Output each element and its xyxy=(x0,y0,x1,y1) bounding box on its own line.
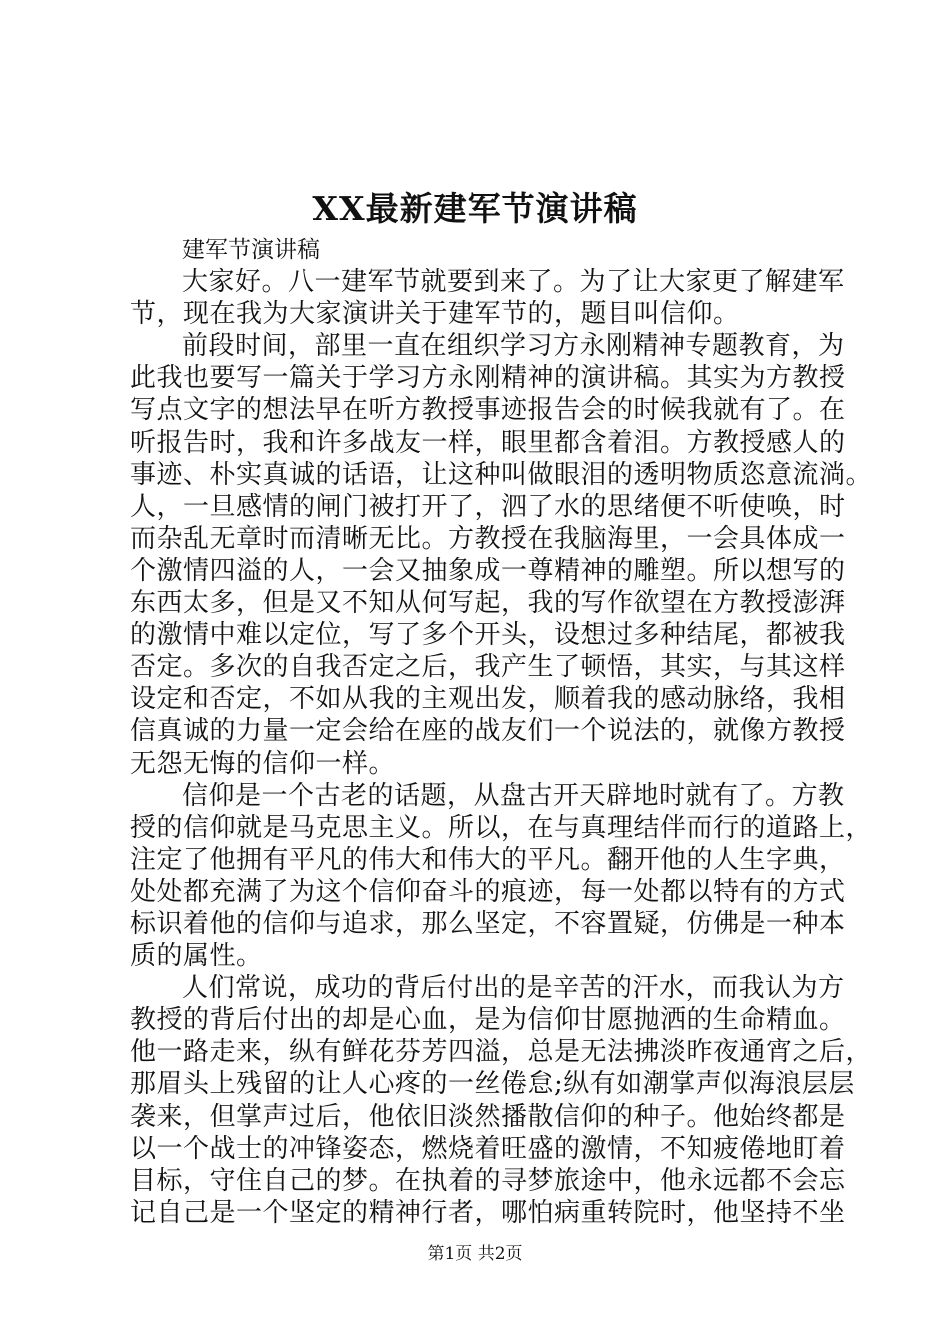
text-line: 大家好。八一建军节就要到来了。为了让大家更了解建军 xyxy=(182,267,845,298)
paragraph xyxy=(130,330,873,779)
text-line: 记自己是一个坚定的精神行者，哪怕病重转院时，他坚持不坐 xyxy=(130,1197,846,1228)
document-subtitle: 建军节演讲稿 xyxy=(182,237,320,263)
paragraph xyxy=(130,972,873,1229)
text-line: 而杂乱无章时而清晰无比。方教授在我脑海里，一会具体成一 xyxy=(130,523,846,554)
text-line: 那眉头上残留的让人心疼的一丝倦怠;纵有如潮掌声似海浪层层 xyxy=(130,1069,855,1100)
text-line: 袭来，但掌声过后，他依旧淡然播散信仰的种子。他始终都是 xyxy=(130,1101,846,1132)
text-line: 教授的背后付出的却是心血，是为信仰甘愿抛洒的生命精血。 xyxy=(130,1005,846,1036)
text-line: 质的属性。 xyxy=(130,941,263,972)
text-line: 目标，守住自己的梦。在执着的寻梦旅途中，他永远都不会忘 xyxy=(130,1165,846,1196)
paragraph xyxy=(130,780,873,973)
text-line: 无怨无悔的信仰一样。 xyxy=(130,748,396,779)
text-line: 节，现在我为大家演讲关于建军节的，题目叫信仰。 xyxy=(130,299,740,330)
text-line: 前段时间，部里一直在组织学习方永刚精神专题教育，为 xyxy=(182,331,845,362)
text-line: 东西太多，但是又不知从何写起，我的写作欲望在方教授澎湃 xyxy=(130,588,846,619)
text-line: 事迹、朴实真诚的话语，让这种叫做眼泪的透明物质恣意流淌。 xyxy=(130,459,873,490)
paragraph xyxy=(130,266,845,330)
text-line: 人，一旦感情的闸门被打开了，泗了水的思绪便不听使唤，时 xyxy=(130,491,846,522)
text-line: 听报告时，我和许多战友一样，眼里都含着泪。方教授感人的 xyxy=(130,427,846,458)
text-line: 授的信仰就是马克思主义。所以，在与真理结伴而行的道路上， xyxy=(130,812,873,843)
text-line: 处处都充满了为这个信仰奋斗的痕迹，每一处都以特有的方式 xyxy=(130,876,846,907)
page-footer: 第1页 共2页 xyxy=(427,1244,523,1264)
text-line: 人们常说，成功的背后付出的是辛苦的汗水，而我认为方 xyxy=(182,973,845,1004)
text-line: 写点文字的想法早在听方教授事迹报告会的时候我就有了。在 xyxy=(130,395,846,426)
text-line: 设定和否定，不如从我的主观出发，顺着我的感动脉络，我相 xyxy=(130,684,846,715)
text-line: 标识着他的信仰与追求，那么坚定，不容置疑，仿佛是一种本 xyxy=(130,908,846,939)
text-line: 信仰是一个古老的话题，从盘古开天辟地时就有了。方教 xyxy=(182,780,845,811)
text-line: 否定。多次的自我否定之后，我产生了顿悟，其实，与其这样 xyxy=(130,652,846,683)
text-line: 他一路走来，纵有鲜花芬芳四溢，总是无法拂淡昨夜通宵之后， xyxy=(130,1037,873,1068)
text-line: 以一个战士的冲锋姿态，燃烧着旺盛的激情，不知疲倦地盯着 xyxy=(130,1133,846,1164)
text-line: 个激情四溢的人，一会又抽象成一尊精神的雕塑。所以想写的 xyxy=(130,555,846,586)
text-line: 此我也要写一篇关于学习方永刚精神的演讲稿。其实为方教授 xyxy=(130,363,846,394)
text-line: 的激情中难以定位，写了多个开头，设想过多种结尾，都被我 xyxy=(130,620,846,651)
text-line: 信真诚的力量一定会给在座的战友们一个说法的，就像方教授 xyxy=(130,716,846,747)
text-line: 注定了他拥有平凡的伟大和伟大的平凡。翻开他的人生字典， xyxy=(130,844,846,875)
document-body xyxy=(130,234,873,1229)
document-title: XX最新建军节演讲稿 xyxy=(312,189,638,228)
paragraph-container xyxy=(130,266,873,1229)
